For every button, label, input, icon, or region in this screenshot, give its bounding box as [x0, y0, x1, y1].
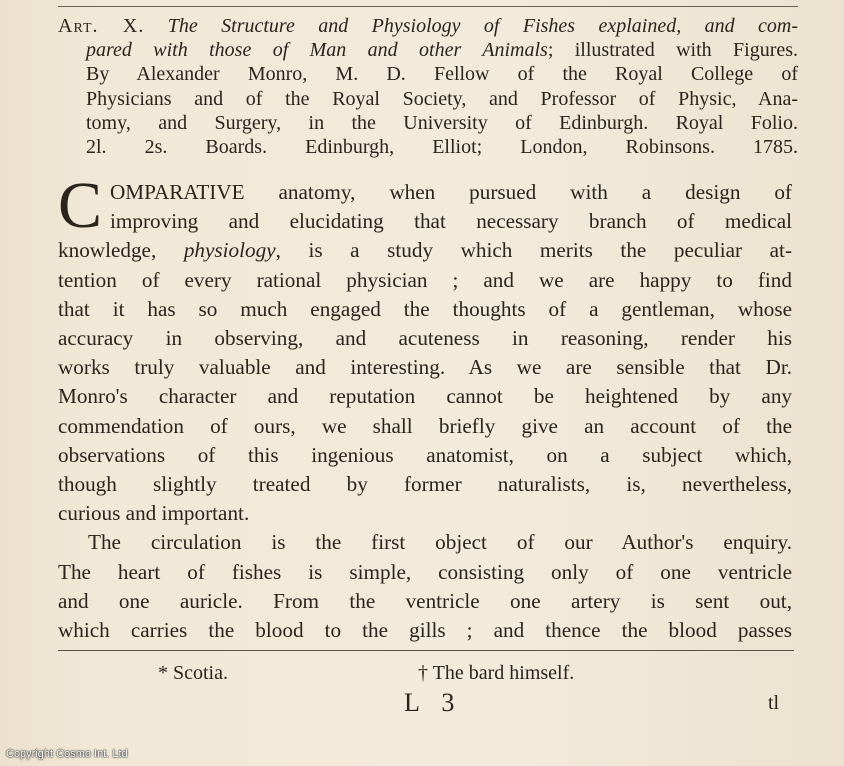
footnote-2: † The bard himself. — [418, 662, 575, 684]
header-line-3: By Alexander Monro, M. D. Fellow of the Royal College of — [86, 63, 798, 86]
article-number: Art. X. — [58, 15, 145, 37]
body-line-14: The heart of fishes is simple, consisting only of one ventricle — [58, 559, 792, 584]
body-line-8: Monro's character and reputation cannot be heightened by any — [58, 384, 792, 409]
body-line-7: works truly valuable and interesting. As we are sensible that Dr. — [58, 355, 792, 380]
body-line-13: The circulation is the first object of our Author's enquiry. — [88, 530, 792, 555]
body-line-2: improving and elucidating that necessary branch of medical — [110, 209, 792, 234]
body-line-11: though slightly treated by former naturalists, is, nevertheless, — [58, 472, 792, 497]
top-rule — [58, 6, 798, 7]
body-line-3-italic: physiology — [183, 238, 276, 263]
copyright-notice: Copyright Cosmo Int. Ltd — [6, 748, 128, 760]
body-line-10: observations of this ingenious anatomist, on a subject which, — [58, 442, 792, 467]
body-line-4: tention of every rational physician ; and we are happy to find — [58, 267, 792, 292]
header-illustration-note: ; illustrated with Figures. — [547, 39, 799, 62]
body-line-6: accuracy in observing, and acuteness in reasoning, render his — [58, 326, 792, 351]
body-line-15: and one auricle. From the ventricle one artery is sent out, — [58, 588, 792, 613]
footnote-1: * Scotia. — [158, 662, 228, 684]
header-line-1 — [58, 14, 798, 38]
body-line-3 — [58, 236, 792, 265]
header-title-part-2: pared with those of Man and other Animals — [86, 39, 548, 62]
body-line-9: commendation of ours, we shall briefly give an account of the — [58, 413, 792, 438]
header-line-6: 2l. 2s. Boards. Edinburgh, Elliot; London, Robinsons. 1785. — [86, 136, 798, 159]
body-line-1: OMPARATIVE anatomy, when pursued with a design of — [110, 180, 792, 204]
body-line-5: that it has so much engaged the thoughts of a gentleman, whose — [58, 296, 792, 321]
header-line-4: Physicians and of the Royal Society, and Professor of Physic, Ana- — [86, 87, 798, 110]
header-title-part-1: The Structure and Physiology of Fishes explained, and com- — [167, 15, 799, 37]
drop-cap: C — [58, 169, 103, 242]
body-line-3-start: knowledge, — [58, 238, 184, 263]
catchword: tl — [768, 692, 780, 714]
body-line-16: which carries the blood to the gills ; and thence the blood passes — [58, 618, 792, 643]
article-body — [58, 169, 792, 645]
body-line-3-end: , is a study which merits the peculiar at- — [275, 238, 792, 263]
header-line-2 — [58, 38, 798, 62]
body-line-12: curious and important. — [58, 501, 250, 526]
signature-mark: L 3 — [404, 688, 463, 717]
footnote-rule — [58, 650, 794, 651]
header-line-5: tomy, and Surgery, in the University of Edinburgh. Royal Folio. — [86, 111, 798, 134]
article-header — [58, 14, 798, 159]
